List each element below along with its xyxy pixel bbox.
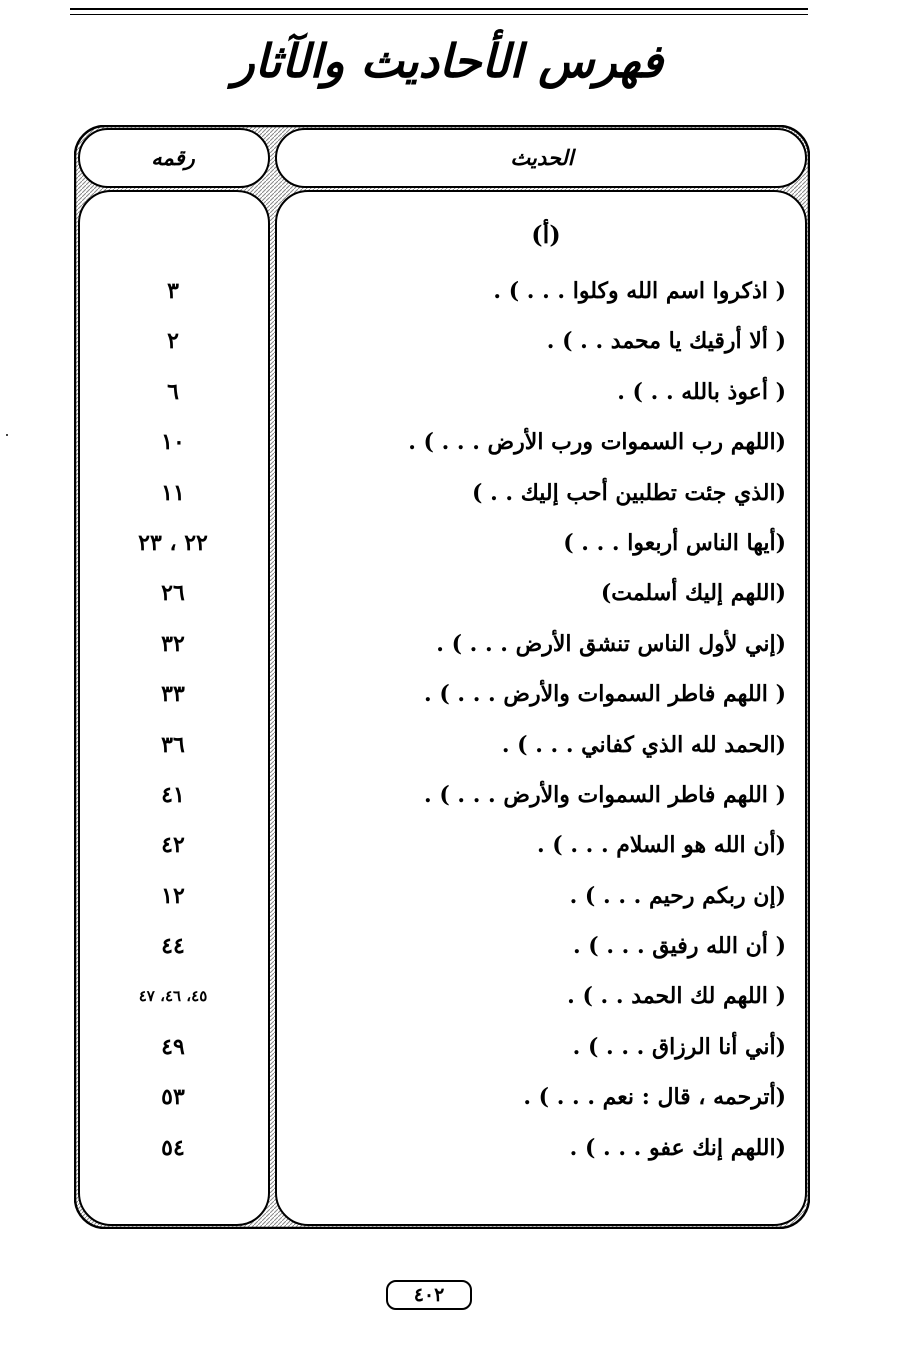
table-row	[78, 921, 808, 971]
top-rule	[70, 8, 808, 10]
table-row	[78, 367, 808, 417]
hadith-number: ٢	[167, 328, 179, 355]
hadith-text: (أترحمه ، قال : نعم . . . ) .	[523, 1084, 786, 1111]
hadith-text: (أيها الناس أربعوا . . . )	[563, 529, 786, 556]
hadith-number: ١٠	[161, 429, 185, 456]
column-header-hadith: الحديث	[510, 146, 574, 170]
hadith-text: (الحمد لله الذي كفاني . . . ) .	[501, 731, 786, 758]
hadith-number: ١٢	[161, 882, 185, 909]
table-row	[78, 619, 808, 669]
hadith-number: ٣	[167, 278, 179, 304]
hadith-text: ( أن الله رفيق . . . ) .	[572, 933, 786, 960]
hadith-number: ٤٤	[161, 933, 185, 960]
hadith-text: (أن الله هو السلام . . . ) .	[536, 832, 786, 859]
hadith-text: ( ألا أرقيك يا محمد . . ) .	[546, 328, 786, 355]
table-row	[78, 720, 808, 770]
hadith-text: (أني أنا الرزاق . . . ) .	[572, 1033, 786, 1060]
hadith-text: ( اللهم لك الحمد . . ) .	[567, 983, 786, 1010]
table-row	[78, 468, 808, 518]
hadith-text: ( اللهم فاطر السموات والأرض . . . ) .	[424, 681, 786, 708]
table-row	[78, 266, 808, 316]
index-rows	[78, 266, 808, 1173]
scan-speck	[6, 434, 8, 436]
hadith-number: ١١	[161, 479, 185, 506]
hadith-text: ( اللهم فاطر السموات والأرض . . . ) .	[424, 781, 786, 808]
page-title: فهرس الأحاديث والآثار	[232, 34, 663, 88]
hadith-text: ( أعوذ بالله . . ) .	[617, 378, 786, 405]
table-row	[78, 1072, 808, 1122]
table-row	[78, 518, 808, 568]
hadith-number: ٥٤	[161, 1134, 185, 1161]
table-row	[78, 568, 808, 618]
table-row	[78, 316, 808, 366]
hadith-number: ٣٣	[161, 681, 185, 708]
section-letter: (أ)	[531, 220, 561, 249]
table-row	[78, 770, 808, 820]
hadith-text: (إن ربكم رحيم . . . ) .	[569, 882, 786, 909]
hadith-text: ( اذكروا اسم الله وكلوا . . . ) .	[493, 278, 786, 304]
hadith-text: (اللهم إنك عفو . . . ) .	[569, 1134, 786, 1161]
hadith-number: ٢٦	[161, 580, 185, 607]
hadith-number: ٢٢ ، ٢٣	[138, 529, 208, 556]
hadith-text: (اللهم إليك أسلمت)	[600, 580, 786, 607]
hadith-text: (الذي جئت تطلبين أحب إليك . . )	[472, 479, 786, 506]
hadith-text: (اللهم رب السموات ورب الأرض . . . ) .	[408, 429, 786, 456]
table-row	[78, 669, 808, 719]
hadith-text: (إني لأول الناس تنشق الأرض . . . ) .	[436, 630, 786, 657]
table-row	[78, 417, 808, 467]
table-row	[78, 1123, 808, 1173]
top-rule-thin	[70, 14, 808, 15]
table-row	[78, 971, 808, 1021]
hadith-number: ٣٦	[161, 731, 185, 758]
hadith-number: ٥٣	[161, 1084, 185, 1111]
page-number: ٤٠٢	[386, 1280, 472, 1310]
table-row	[78, 820, 808, 870]
table-row	[78, 871, 808, 921]
hadith-number: ٤١	[161, 781, 185, 808]
column-header-number: رقمه	[151, 146, 195, 170]
hadith-number: ٣٢	[161, 630, 185, 657]
hadith-number: ٤٢	[161, 832, 185, 859]
hadith-number: ٤٥، ٤٦، ٤٧	[138, 987, 208, 1006]
hadith-number: ٤٩	[161, 1033, 185, 1060]
table-row	[78, 1022, 808, 1072]
hadith-number: ٦	[167, 378, 179, 405]
